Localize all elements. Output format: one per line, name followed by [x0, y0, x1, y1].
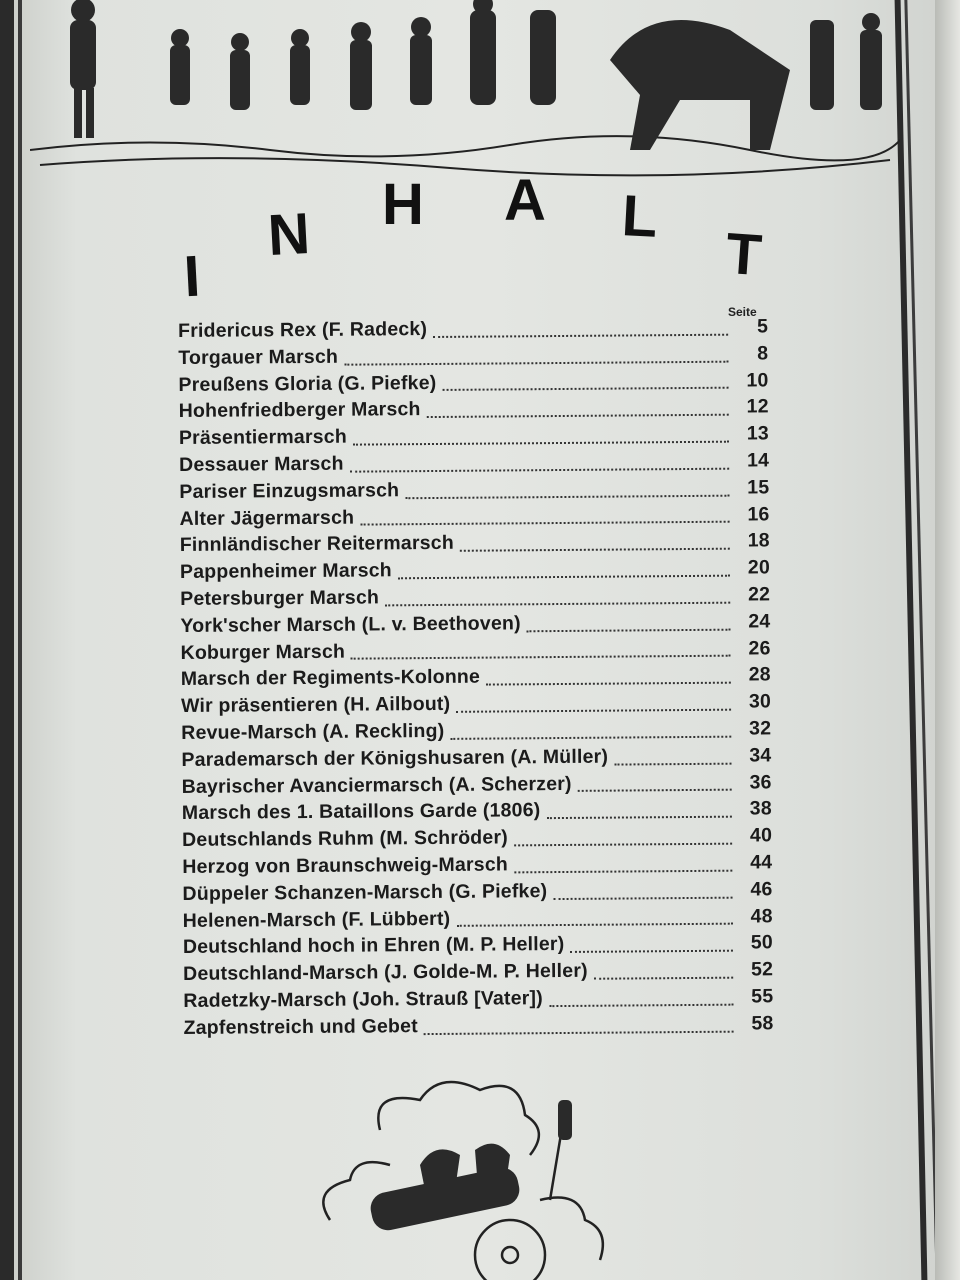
- toc-entry-page: 26: [748, 636, 771, 660]
- toc-entry-page: 48: [750, 904, 773, 928]
- heading-letter-i: I: [182, 243, 202, 310]
- dot-leader: [514, 842, 732, 847]
- toc-entry-page: 46: [750, 878, 773, 901]
- toc-entry-title: Marsch des 1. Bataillons Garde (1806): [181, 799, 541, 825]
- page-edge: [935, 0, 960, 1280]
- dot-leader: [405, 493, 729, 499]
- toc-entry-page: 38: [749, 797, 772, 820]
- toc-entry-title: Radetzky-Marsch (Joh. Strauß [Vater]): [183, 987, 543, 1012]
- toc-entry-page: 34: [749, 744, 772, 767]
- dot-leader: [398, 574, 730, 580]
- toc-entry-page: 8: [757, 342, 769, 365]
- dot-leader: [570, 949, 733, 953]
- dot-leader: [594, 976, 733, 980]
- toc-entry-page: 15: [747, 476, 770, 499]
- toc-entry-title: Pariser Einzugsmarsch: [179, 479, 400, 503]
- toc-entry-page: 36: [749, 770, 772, 794]
- toc-entry-page: 18: [747, 529, 770, 552]
- dot-leader: [344, 359, 728, 365]
- toc-entry-title: Düppeler Schanzen-Marsch (G. Piefke): [182, 879, 548, 905]
- toc-entry-page: 22: [747, 583, 771, 606]
- dot-leader: [553, 895, 732, 899]
- toc-entry-page: 12: [746, 395, 769, 418]
- toc-entry-page: 50: [750, 931, 773, 954]
- dot-leader: [350, 467, 729, 473]
- dot-leader: [460, 547, 730, 552]
- toc-entry-title: Preußens Gloria (G. Piefke): [178, 371, 437, 396]
- toc-entry-page: 32: [749, 717, 772, 740]
- dot-leader: [514, 868, 732, 873]
- dot-leader: [614, 761, 731, 765]
- toc-entry-title: Fridericus Rex (F. Radeck): [178, 318, 428, 342]
- heading-letter-l: L: [620, 183, 660, 250]
- dot-leader: [456, 922, 732, 927]
- toc-entry-title: Marsch der Regiments-Kolonne: [180, 665, 481, 691]
- table-of-contents: [178, 315, 774, 1043]
- toc-entry-page: 14: [746, 449, 770, 472]
- toc-entry-title: Pappenheimer Marsch: [179, 559, 392, 584]
- toc-entry-title: Koburger Marsch: [180, 640, 346, 664]
- toc-entry-title: Revue-Marsch (A. Reckling): [181, 719, 445, 744]
- toc-entry-title: Bayrischer Avanciermarsch (A. Scherzer): [181, 772, 572, 798]
- toc-entry-page: 24: [748, 610, 771, 633]
- dot-leader: [351, 654, 731, 660]
- toc-entry-page: 58: [751, 1012, 774, 1035]
- toc-entry-page: 28: [748, 663, 771, 686]
- toc-entry-page: 13: [746, 422, 769, 445]
- dot-leader: [427, 413, 729, 418]
- dot-leader: [353, 440, 729, 446]
- toc-entry-title: Finnländischer Reitermarsch: [179, 532, 455, 557]
- toc-entry-page: 10: [746, 368, 769, 392]
- toc-entry-title: Dessauer Marsch: [179, 452, 344, 476]
- toc-entry-title: Helenen-Marsch (F. Lübbert): [182, 907, 451, 932]
- dot-leader: [546, 815, 731, 819]
- dot-leader: [424, 1029, 734, 1034]
- toc-entry-title: Deutschlands Ruhm (M. Schröder): [181, 826, 508, 852]
- dot-leader: [433, 333, 728, 338]
- dot-leader: [486, 681, 731, 686]
- toc-entry-title: Präsentiermarsch: [178, 425, 347, 450]
- toc-entry-title: Deutschland-Marsch (J. Golde-M. P. Heller): [183, 959, 588, 986]
- dot-leader: [442, 386, 728, 391]
- left-frame-inner-line: [18, 0, 22, 1280]
- toc-entry-page: 40: [749, 824, 773, 847]
- dot-leader: [450, 735, 731, 740]
- dot-leader: [578, 788, 732, 792]
- toc-entry-page: 44: [750, 851, 773, 874]
- toc-entry-page: 16: [747, 502, 770, 526]
- toc-entry-title: Hohenfriedberger Marsch: [178, 398, 421, 423]
- toc-entry-page: 52: [750, 958, 774, 981]
- toc-entry-title: Zapfenstreich und Gebet: [183, 1014, 418, 1039]
- toc-entry-title: York'scher Marsch (L. v. Beethoven): [180, 612, 521, 637]
- toc-entry-title: Wir präsentieren (H. Ailbout): [180, 693, 451, 718]
- toc-entry-page: 20: [747, 556, 771, 579]
- dot-leader: [385, 601, 730, 607]
- toc-entry: [183, 1012, 773, 1043]
- heading-letter-t: T: [723, 220, 764, 289]
- soldiers-illustration: [30, 0, 900, 180]
- dot-leader: [527, 627, 731, 632]
- toc-entry-page: 30: [748, 690, 772, 713]
- cannon-illustration: [310, 1070, 630, 1280]
- heading-letter-h: H: [382, 172, 424, 237]
- toc-entry-page: 55: [751, 985, 774, 1008]
- toc-entry-title: Petersburger Marsch: [180, 586, 380, 610]
- heading-letter-a: A: [504, 168, 546, 233]
- toc-entry-title: Torgauer Marsch: [178, 345, 339, 369]
- toc-entry-title: Parademarsch der Königshusaren (A. Müller): [181, 745, 609, 771]
- toc-entry-title: Deutschland hoch in Ehren (M. P. Heller): [182, 933, 565, 959]
- toc-entry-page: 5: [756, 315, 769, 338]
- toc-entry-title: Herzog von Braunschweig-Marsch: [182, 853, 509, 878]
- left-frame-border: [0, 0, 14, 1280]
- page-column-label: Seite: [728, 305, 757, 319]
- dot-leader: [360, 520, 729, 526]
- toc-entry-title: Alter Jägermarsch: [179, 506, 355, 530]
- heading-letter-n: N: [266, 200, 312, 269]
- dot-leader: [456, 708, 731, 713]
- dot-leader: [549, 1002, 733, 1006]
